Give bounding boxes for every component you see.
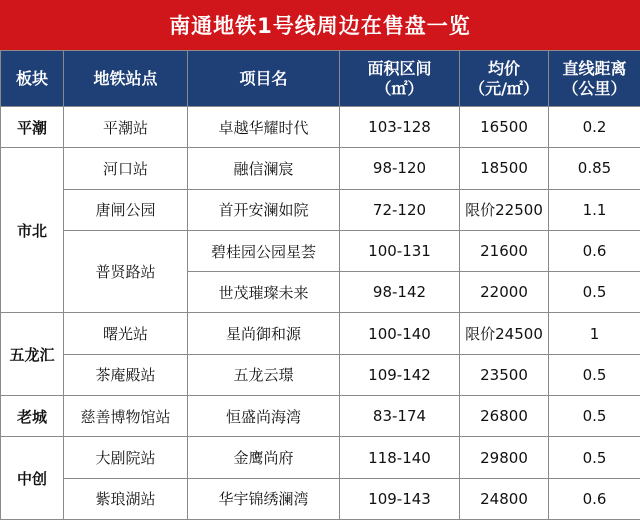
project-cell: 首开安澜如院	[188, 189, 340, 230]
area-cell: 83-174	[340, 396, 460, 437]
distance-cell: 0.85	[549, 148, 640, 189]
table-row	[1, 313, 640, 354]
distance-cell: 0.5	[549, 396, 640, 437]
station-cell: 大剧院站	[64, 437, 188, 478]
project-cell: 星尚御和源	[188, 313, 340, 354]
area-cell: 100-140	[340, 313, 460, 354]
station-cell: 河口站	[64, 148, 188, 189]
project-cell: 金鹰尚府	[188, 437, 340, 478]
area-cell: 118-140	[340, 437, 460, 478]
header-area-line2: （㎡）	[375, 78, 424, 98]
header-area	[340, 51, 460, 107]
distance-cell: 0.6	[549, 230, 640, 271]
price-cell: 23500	[460, 354, 549, 395]
header-distance-line2: （公里）	[562, 78, 627, 98]
header-price-line2: （元/㎡）	[469, 78, 539, 98]
listing-table	[0, 50, 640, 520]
table-row	[1, 478, 640, 519]
header-project: 项目名	[188, 51, 340, 107]
station-cell: 平潮站	[64, 107, 188, 148]
station-cell: 紫琅湖站	[64, 478, 188, 519]
table-row	[1, 148, 640, 189]
area-cell: 103-128	[340, 107, 460, 148]
area-cell: 109-143	[340, 478, 460, 519]
header-distance	[549, 51, 640, 107]
area-cell: 109-142	[340, 354, 460, 395]
area-cell: 100-131	[340, 230, 460, 271]
project-cell: 卓越华耀时代	[188, 107, 340, 148]
project-cell: 五龙云璟	[188, 354, 340, 395]
distance-cell: 1.1	[549, 189, 640, 230]
header-area-line1: 面积区间	[367, 58, 432, 78]
table-row	[1, 230, 640, 271]
sector-cell: 老城	[1, 396, 64, 437]
header-station: 地铁站点	[64, 51, 188, 107]
header-sector: 板块	[1, 51, 64, 107]
price-cell: 限价24500	[460, 313, 549, 354]
table-row	[1, 189, 640, 230]
distance-cell: 0.6	[549, 478, 640, 519]
project-cell: 融信澜宸	[188, 148, 340, 189]
table-row	[1, 107, 640, 148]
distance-cell: 1	[549, 313, 640, 354]
distance-cell: 0.5	[549, 437, 640, 478]
table-body	[1, 107, 640, 520]
sector-cell: 中创	[1, 437, 64, 520]
station-cell: 茶庵殿站	[64, 354, 188, 395]
station-cell: 曙光站	[64, 313, 188, 354]
table-row	[1, 396, 640, 437]
project-cell: 华宇锦绣澜湾	[188, 478, 340, 519]
header-price-line1: 均价	[487, 58, 520, 78]
price-cell: 29800	[460, 437, 549, 478]
header-row	[1, 51, 640, 107]
area-cell: 98-142	[340, 272, 460, 313]
table-row	[1, 437, 640, 478]
price-cell: 24800	[460, 478, 549, 519]
project-cell: 碧桂园公园星荟	[188, 230, 340, 271]
station-cell: 慈善博物馆站	[64, 396, 188, 437]
sector-cell: 市北	[1, 148, 64, 313]
station-cell: 普贤路站	[64, 230, 188, 313]
header-price	[460, 51, 549, 107]
project-cell: 恒盛尚海湾	[188, 396, 340, 437]
price-cell: 18500	[460, 148, 549, 189]
table-title: 南通地铁1号线周边在售盘一览	[0, 0, 640, 50]
price-cell: 21600	[460, 230, 549, 271]
area-cell: 72-120	[340, 189, 460, 230]
price-cell: 22000	[460, 272, 549, 313]
distance-cell: 0.5	[549, 272, 640, 313]
sector-cell: 平潮	[1, 107, 64, 148]
station-cell: 唐闸公园	[64, 189, 188, 230]
distance-cell: 0.5	[549, 354, 640, 395]
price-cell: 16500	[460, 107, 549, 148]
project-cell: 世茂璀璨未来	[188, 272, 340, 313]
header-distance-line1: 直线距离	[562, 58, 627, 78]
table-row	[1, 354, 640, 395]
price-cell: 限价22500	[460, 189, 549, 230]
price-cell: 26800	[460, 396, 549, 437]
distance-cell: 0.2	[549, 107, 640, 148]
sector-cell: 五龙汇	[1, 313, 64, 396]
area-cell: 98-120	[340, 148, 460, 189]
